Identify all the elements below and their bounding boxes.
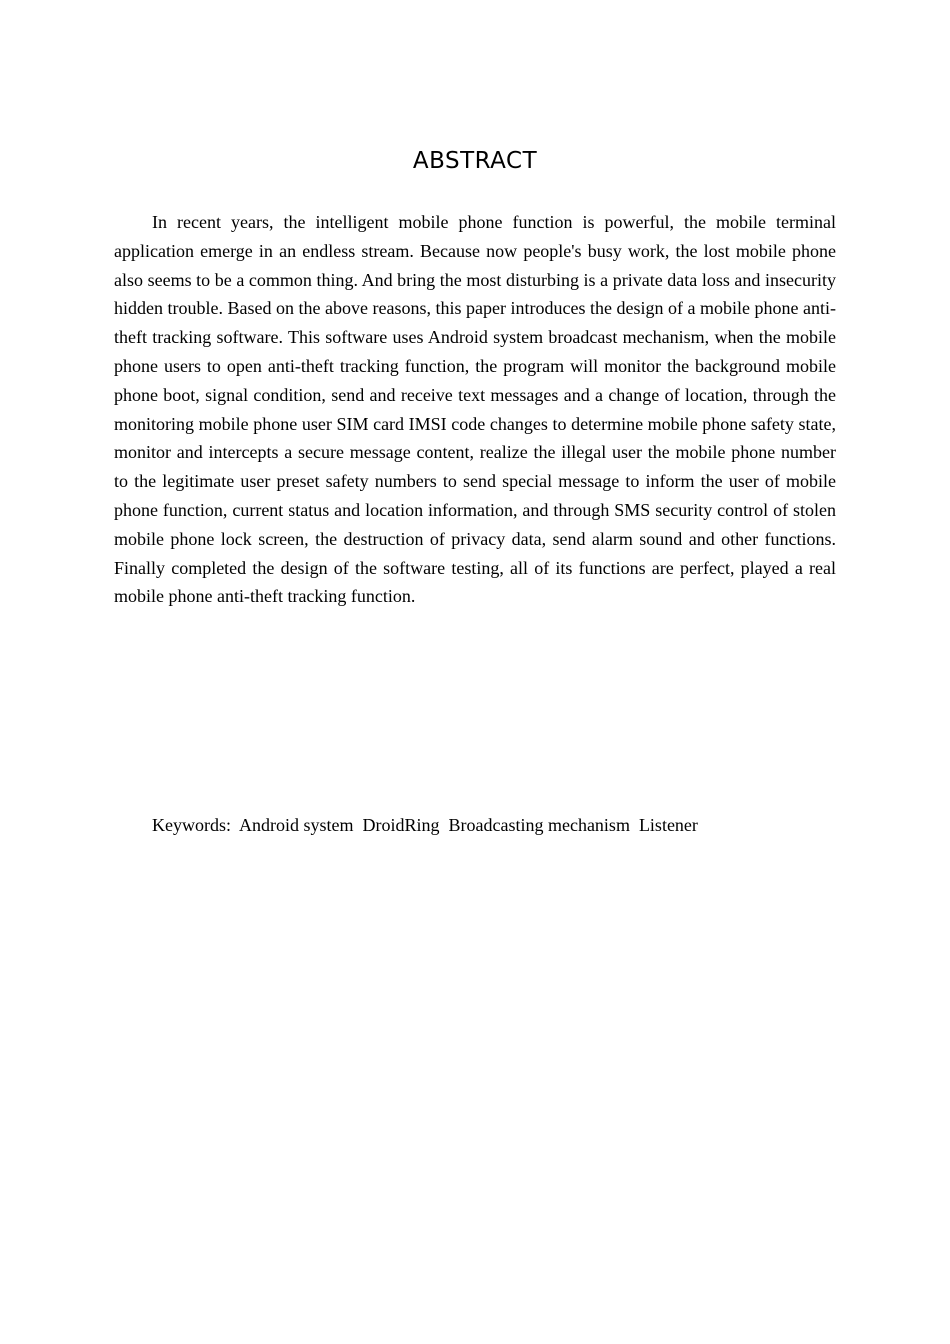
abstract-title: ABSTRACT: [412, 148, 538, 174]
keywords-line: Keywords: Android system DroidRing Broadcasting mechanism Listener: [152, 815, 698, 835]
abstract-body: In recent years, the intelligent mobile phone function is powerful, the mobile terminal application emerge in an endless stream. Because now people's busy work, the lost mobile phone also seems to be a common thing. And bring the most disturbing is a private data loss and insecurity hidden trouble. Based on the above reasons, this paper introduces the design of a mobile phone anti-theft tracking software. This software uses Android system broadcast mechanism, when the mobile phone users to open anti-theft tracking function, the program will monitor the background mobile phone boot, signal condition, send and receive text messages and a change of location, through the monitoring mobile phone user SIM card IMSI code changes to determine mobile phone safety state, monitor and intercepts a secure message content, realize the illegal user the mobile phone number to the legitimate user preset safety numbers to send special message to inform the user of mobile phone function, current status and location information, and through SMS security control of stolen mobile phone lock screen, the destruction of privacy data, send alarm sound and other functions. Finally completed the design of the software testing, all of its functions are perfect, played a real mobile phone anti-theft tracking function.: [114, 212, 836, 607]
